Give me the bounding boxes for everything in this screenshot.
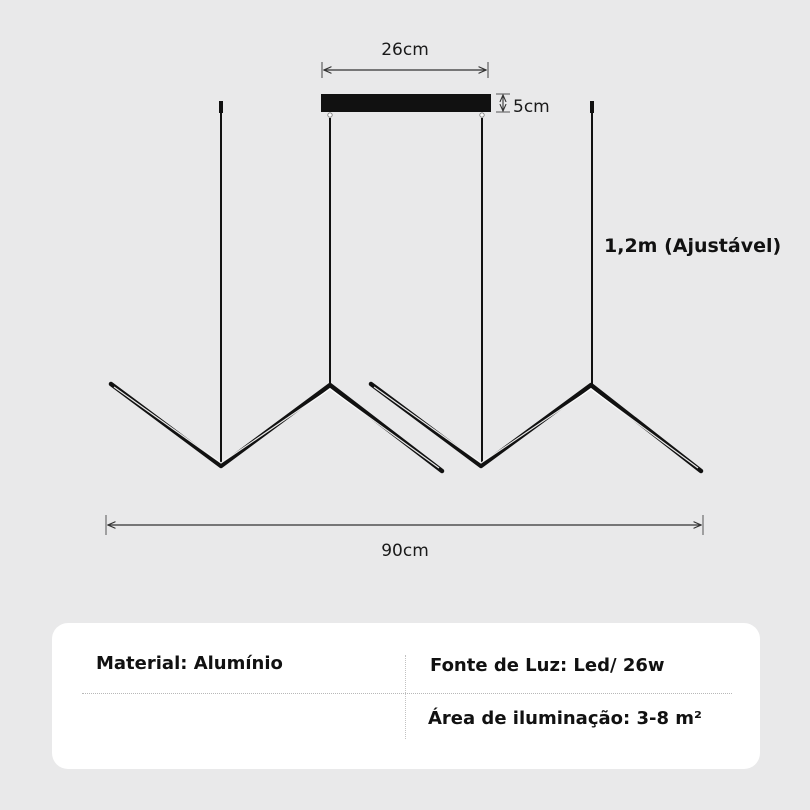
suspension-length-label: 1,2m (Ajustável) (604, 235, 782, 257)
light-source-spec: Fonte de Luz: Led/ 26w (430, 655, 665, 676)
total-width-dimension (106, 515, 703, 561)
ceiling-canopy (321, 94, 491, 112)
canopy-height-dimension (496, 94, 550, 117)
material-spec: Material: Alumínio (96, 653, 283, 674)
led-light-bars (111, 384, 701, 471)
canopy-height-label: 5cm (513, 97, 550, 117)
illumination-area-spec: Área de iluminação: 3-8 m² (428, 708, 702, 729)
canopy-width-label: 26cm (381, 40, 429, 60)
right-light-section (371, 384, 701, 471)
total-width-label: 90cm (381, 541, 429, 561)
horizontal-divider (82, 693, 732, 694)
specifications-card (52, 623, 760, 769)
vertical-divider (405, 655, 406, 739)
left-light-section (111, 384, 442, 471)
canopy-width-dimension (322, 40, 488, 78)
